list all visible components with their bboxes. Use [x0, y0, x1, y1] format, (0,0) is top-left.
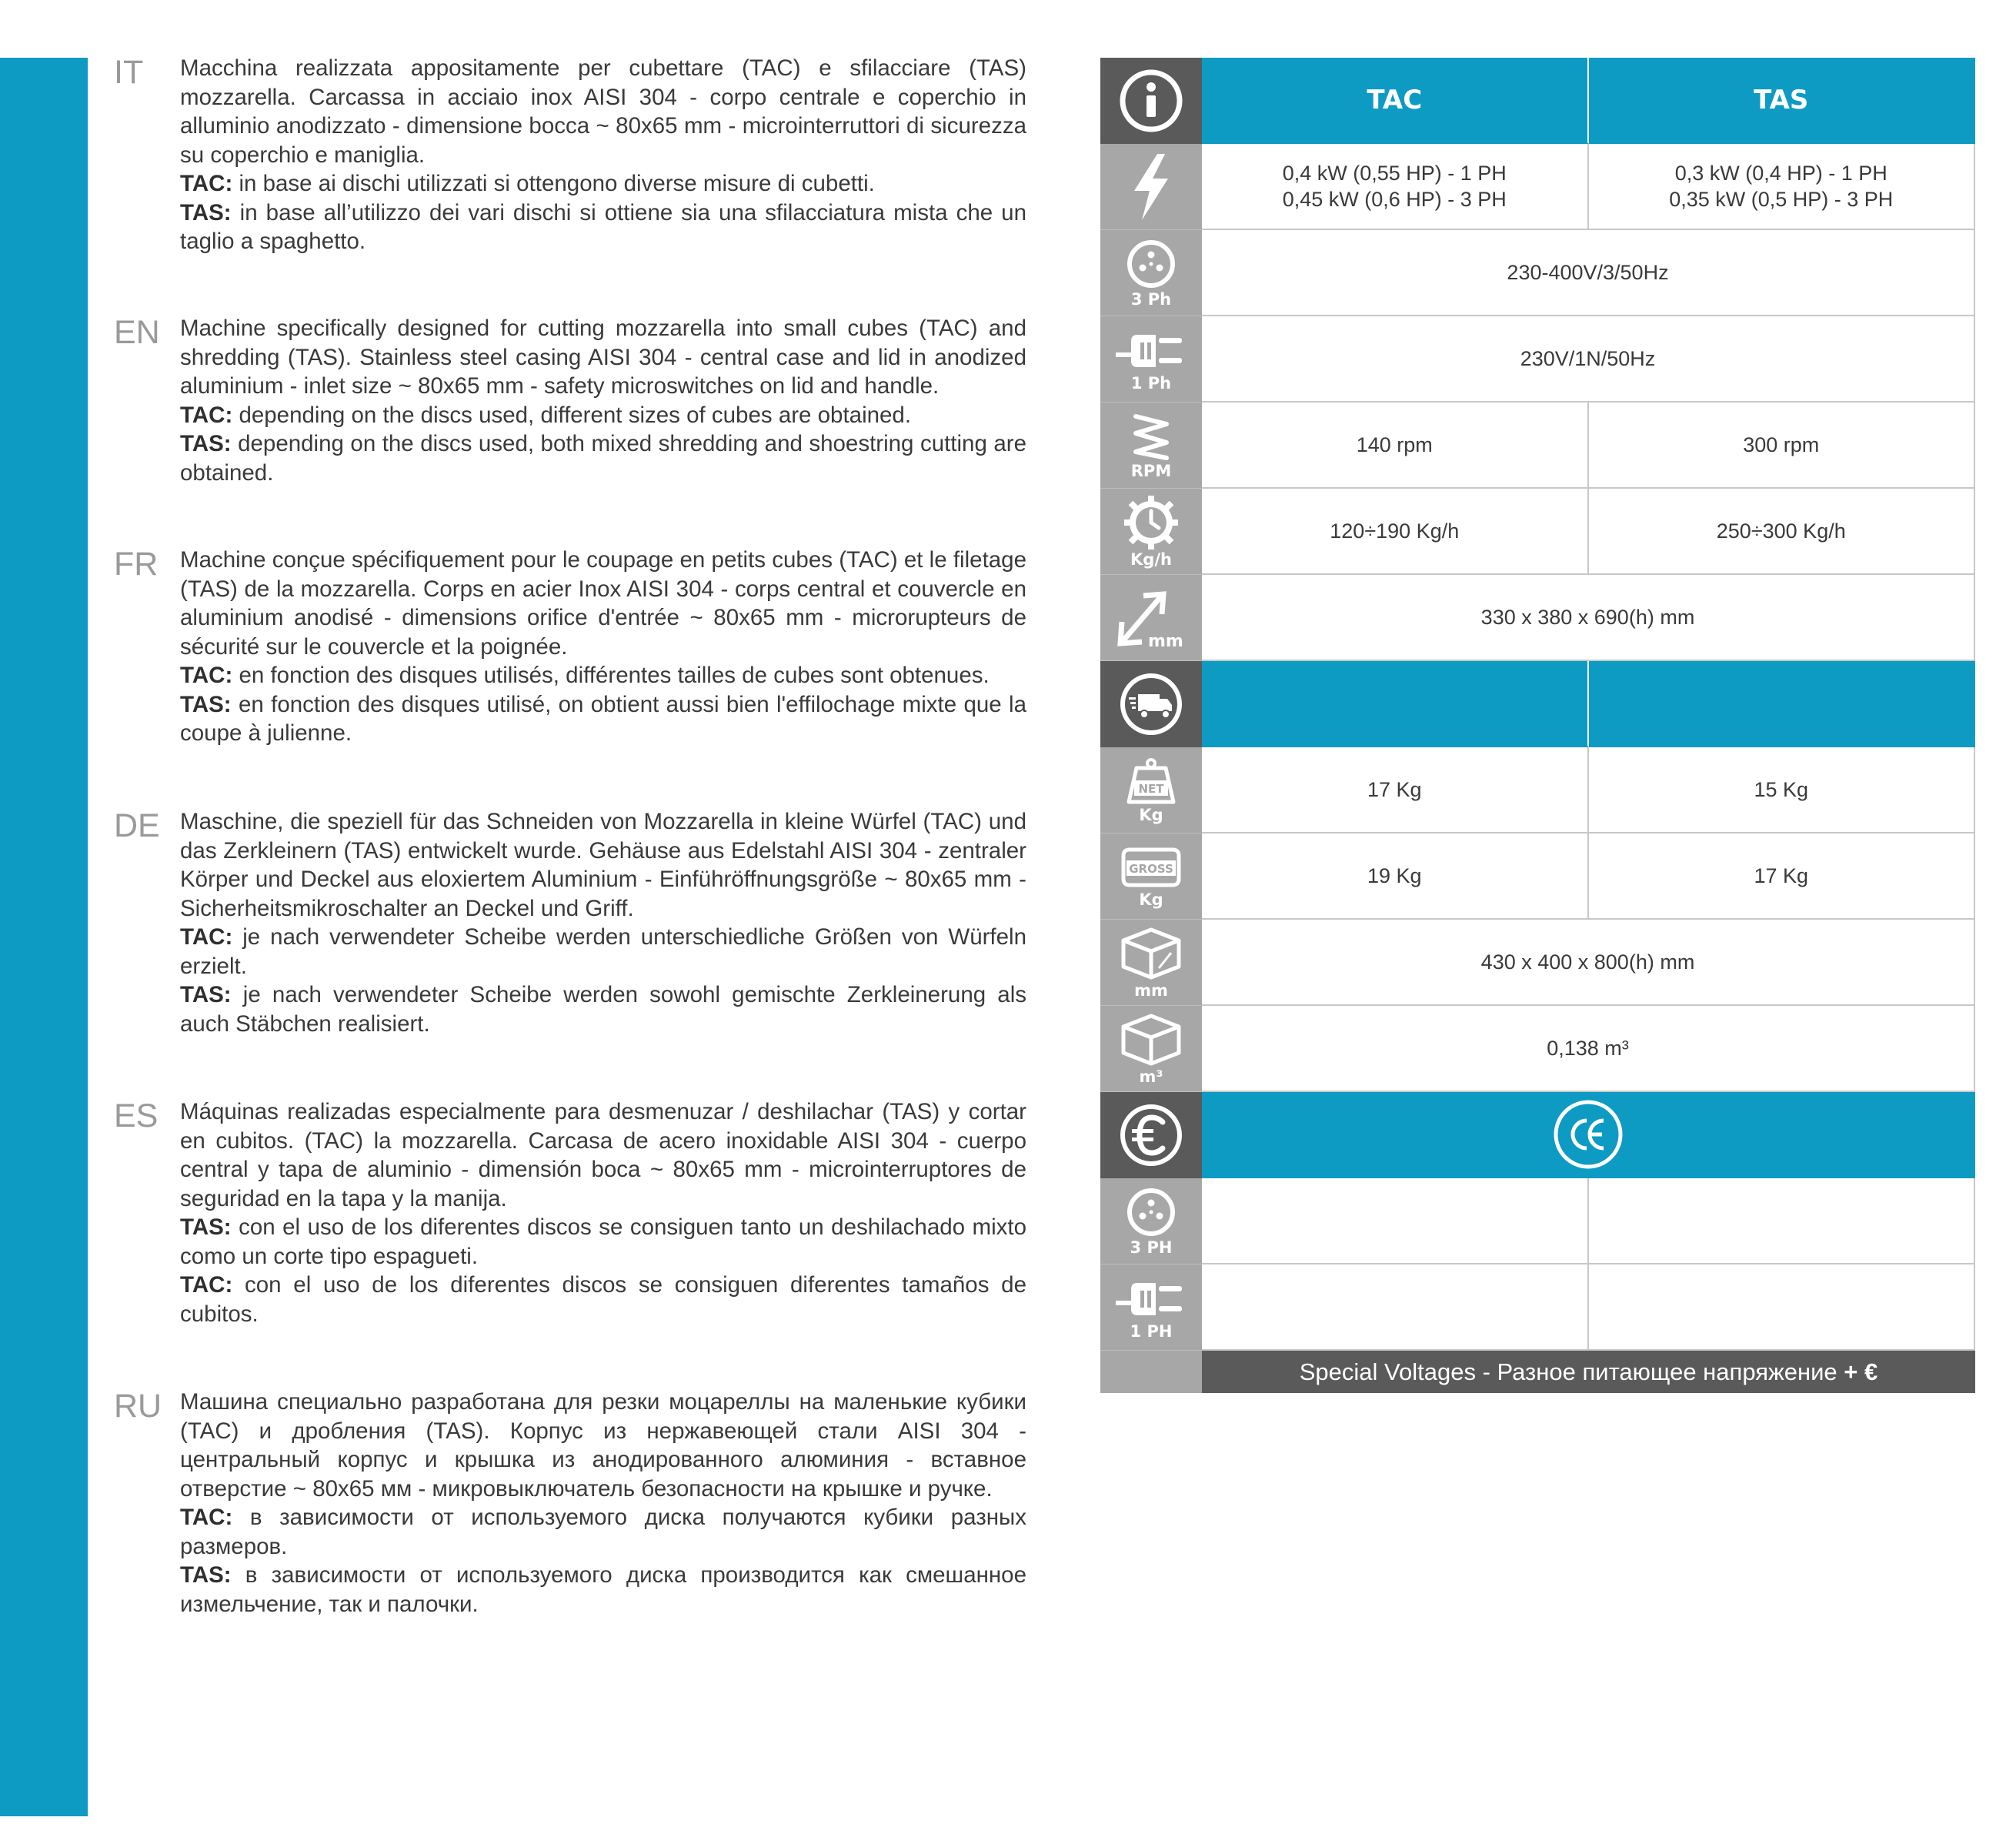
shipping-tas: [1589, 661, 1976, 747]
power-tas: [1589, 144, 1976, 230]
column-header-tac: TAC: [1202, 58, 1589, 144]
note-text: depending on the discs used, both mixed shredding and shoestring cutting are obtained.: [180, 431, 1026, 486]
description-text: [180, 1097, 1026, 1328]
diagonal-arrow-icon: [1100, 575, 1202, 661]
icon-label: Kg: [1139, 805, 1163, 824]
description-text: [180, 807, 1026, 1038]
rpm-tas: 300 rpm: [1589, 403, 1976, 489]
gross-weight-tas: 17 Kg: [1589, 833, 1976, 920]
icon-label: 3 Ph: [1130, 289, 1172, 309]
side-accent-bar: [0, 58, 88, 1816]
gear-clock-icon: [1100, 489, 1202, 575]
spec-row-rpm: [1100, 403, 1975, 489]
language-code: ES: [114, 1097, 159, 1134]
description-text: [180, 546, 1026, 748]
description-text: [180, 1388, 1026, 1619]
note-text: in base ai dischi utilizzati si ottengono diverse misure di cubetti.: [232, 171, 875, 196]
three-phase-plug-icon: [1100, 230, 1202, 316]
shipping-tac: [1202, 661, 1589, 747]
gross-weight-tac: 19 Kg: [1202, 833, 1589, 920]
footer-text: Special Voltages - Разное питающее напряжение: [1299, 1358, 1844, 1385]
net-weight-tas: 15 Kg: [1589, 747, 1976, 833]
single-phase-plug-icon: [1100, 1264, 1202, 1351]
icon-label: 3 PH: [1130, 1238, 1173, 1257]
spec-header-row: [1100, 58, 1975, 144]
euro-icon: [1100, 1092, 1202, 1178]
note-label: TAS:: [180, 982, 232, 1007]
spec-row-package-volume: [1100, 1006, 1975, 1092]
footer-icon-spacer: [1100, 1351, 1202, 1393]
voltage-3ph-value: 230-400V/3/50Hz: [1202, 230, 1975, 316]
price-3ph-tac: [1202, 1178, 1589, 1264]
delivery-truck-icon: [1100, 661, 1202, 747]
note-text: con el uso de los diferentes discos se consiguen tanto un deshilachado mixto como un corte tipo espagueti.: [180, 1214, 1026, 1269]
note-label: TAS:: [180, 431, 232, 456]
spec-row-price: [1100, 1092, 1975, 1178]
description-text: [180, 54, 1026, 256]
note-label: TAC:: [180, 663, 233, 688]
net-weight-tac: 17 Kg: [1202, 747, 1589, 833]
note-text: in base all’utilizzo dei vari dischi si ottiene sia una sfilacciatura mista che un taglio a spaghetto.: [180, 199, 1026, 254]
spec-row-power: [1100, 144, 1975, 230]
intro-text: Машина специально разработана для резки моцареллы на маленькие кубики (TAC) и дробления (TAS). Корпус из нержавеющей стали AISI 304 - центральный корпус и крышка из анодированного алюминия - вставное отверстие ~ 80x65 мм - микровыключатель безопасности на крышке и ручке.: [180, 1389, 1026, 1502]
icon-badge: NET: [1138, 781, 1164, 796]
note-label: TAC:: [180, 924, 233, 950]
icon-label: mm: [1148, 631, 1183, 651]
note-label: TAC:: [180, 171, 233, 196]
spec-row-net-weight: [1100, 747, 1975, 833]
spec-table: [1100, 58, 1975, 1393]
icon-label: Kg/h: [1130, 550, 1172, 569]
note-text: je nach verwendeter Scheibe werden sowohl gemischte Zerkleinerung als auch Stäbchen realisiert.: [180, 982, 1026, 1037]
power-line: 0,4 kW (0,55 HP) - 1 PH: [1282, 162, 1507, 185]
dimensions-value: 330 x 380 x 690(h) mm: [1202, 575, 1975, 661]
output-tac: 120÷190 Kg/h: [1202, 489, 1589, 575]
language-code: IT: [114, 54, 144, 91]
intro-text: Macchina realizzata appositamente per cubettare (TAC) e sfilacciare (TAS) mozzarella. Carcassa in acciaio inox AISI 304 - corpo centrale e coperchio in alluminio anodizzato - dimensione bocca ~ 80x65 mm - microinterruttori di sicurezza su coperchio e maniglia.: [180, 55, 1026, 168]
output-tas: 250÷300 Kg/h: [1589, 489, 1976, 575]
icon-label: Kg: [1139, 890, 1163, 909]
price-1ph-tac: [1202, 1264, 1589, 1351]
spring-icon: [1100, 403, 1202, 489]
power-line: 0,45 kW (0,6 HP) - 3 PH: [1282, 188, 1507, 211]
box-dimensions-icon: [1100, 920, 1202, 1006]
language-code: DE: [114, 807, 160, 844]
icon-label: mm: [1134, 980, 1168, 1000]
special-voltages-row: [1100, 1351, 1975, 1393]
intro-text: Máquinas realizadas especialmente para desmenuzar / deshilachar (TAS) y cortar en cubitos. (TAC) la mozzarella. Carcasa de acero inoxidable AISI 304 - cuerpo central y tapa de aluminio - dimensión boca ~ 80x65 mm - microinterruptores de seguridad en la tapa y la manija.: [180, 1099, 1026, 1211]
icon-label: m³: [1139, 1067, 1163, 1086]
price-3ph-tas: [1589, 1178, 1976, 1264]
info-icon: [1100, 58, 1202, 144]
gross-weight-icon: [1100, 833, 1202, 920]
spec-row-package-size: [1100, 920, 1975, 1006]
spec-row-gross-weight: [1100, 833, 1975, 920]
icon-label: 1 PH: [1130, 1321, 1173, 1341]
power-line: 0,3 kW (0,4 HP) - 1 PH: [1674, 162, 1887, 185]
icon-badge: GROSS: [1129, 861, 1173, 876]
net-weight-icon: [1100, 747, 1202, 833]
spec-row-dimensions: [1100, 575, 1975, 661]
single-phase-plug-icon: [1100, 316, 1202, 403]
footer-suffix: + €: [1844, 1358, 1878, 1385]
spec-row-voltage-3ph: [1100, 230, 1975, 316]
language-code: FR: [114, 546, 159, 583]
note-label: TAS:: [180, 1562, 232, 1588]
note-label: TAC:: [180, 402, 233, 428]
note-label: TAS:: [180, 691, 232, 717]
spec-row-output: [1100, 489, 1975, 575]
box-volume-icon: [1100, 1006, 1202, 1092]
note-text: je nach verwendeter Scheibe werden unterschiedliche Größen von Würfeln erzielt.: [180, 924, 1026, 979]
language-code: EN: [114, 314, 160, 351]
description-text: [180, 314, 1026, 487]
note-text: con el uso de los diferentes discos se consiguen diferentes tamaños de cubitos.: [180, 1272, 1026, 1327]
note-label: TAS:: [180, 1214, 232, 1240]
intro-text: Machine specifically designed for cutting mozzarella into small cubes (TAC) and shredding (TAS). Stainless steel casing AISI 304 - central case and lid in anodized aluminium - inlet size ~ 80x65 mm - safety microswitches on lid and handle.: [180, 316, 1026, 399]
lightning-icon: [1100, 144, 1202, 230]
note-label: TAC:: [180, 1505, 233, 1530]
note-label: TAC:: [180, 1272, 233, 1298]
spec-row-price-1ph: [1100, 1264, 1975, 1351]
three-phase-plug-icon: [1100, 1178, 1202, 1264]
column-header-tas: TAS: [1589, 58, 1976, 144]
note-text: en fonction des disques utilisés, différentes tailles de cubes sont obtenues.: [232, 663, 990, 688]
icon-label: 1 Ph: [1130, 373, 1172, 393]
power-line: 0,35 kW (0,5 HP) - 3 PH: [1669, 188, 1894, 211]
intro-text: Maschine, die speziell für das Schneiden von Mozzarella in kleine Würfel (TAC) und das Zerkleinern (TAS) entwickelt wurde. Gehäuse aus Edelstahl AISI 304 - zentraler Körper und Deckel aus eloxiertem Aluminium - Einführöffnungsgröße ~ 80x65 mm - Sicherheitsmikroschalter an Deckel und Griff.: [180, 809, 1026, 921]
power-tac: [1202, 144, 1589, 230]
price-1ph-tas: [1589, 1264, 1976, 1351]
note-label: TAS:: [180, 199, 232, 225]
note-text: в зависимости от используемого диска получаются кубики разных размеров.: [180, 1505, 1026, 1559]
package-size-value: 430 x 400 x 800(h) mm: [1202, 920, 1975, 1006]
spec-row-price-3ph: [1100, 1178, 1975, 1264]
note-text: depending on the discs used, different sizes of cubes are obtained.: [232, 402, 912, 428]
spec-row-voltage-1ph: [1100, 316, 1975, 403]
voltage-1ph-value: 230V/1N/50Hz: [1202, 316, 1975, 403]
note-text: в зависимости от используемого диска производится как смешанное измельчение, так и палочки.: [180, 1562, 1026, 1617]
intro-text: Machine conçue spécifiquement pour le coupage en petits cubes (TAC) et le filetage (TAS) de la mozzarella. Corps en acier Inox AISI 304 - corps central et couvercle en aluminium anodisé - dimensions orifice d'entrée ~ 80x65 mm - microrupteurs de sécurité sur le couvercle et la poignée.: [180, 547, 1026, 660]
package-volume-value: 0,138 m³: [1202, 1006, 1975, 1092]
note-text: en fonction des disques utilisé, on obtient aussi bien l'effilochage mixte que la coupe à julienne.: [180, 691, 1026, 746]
rpm-tac: 140 rpm: [1202, 403, 1589, 489]
icon-label: RPM: [1130, 461, 1172, 480]
language-code: RU: [114, 1388, 162, 1425]
spec-row-shipping: [1100, 661, 1975, 747]
ce-mark-icon: [1202, 1092, 1975, 1178]
special-voltages-text: [1202, 1351, 1975, 1393]
